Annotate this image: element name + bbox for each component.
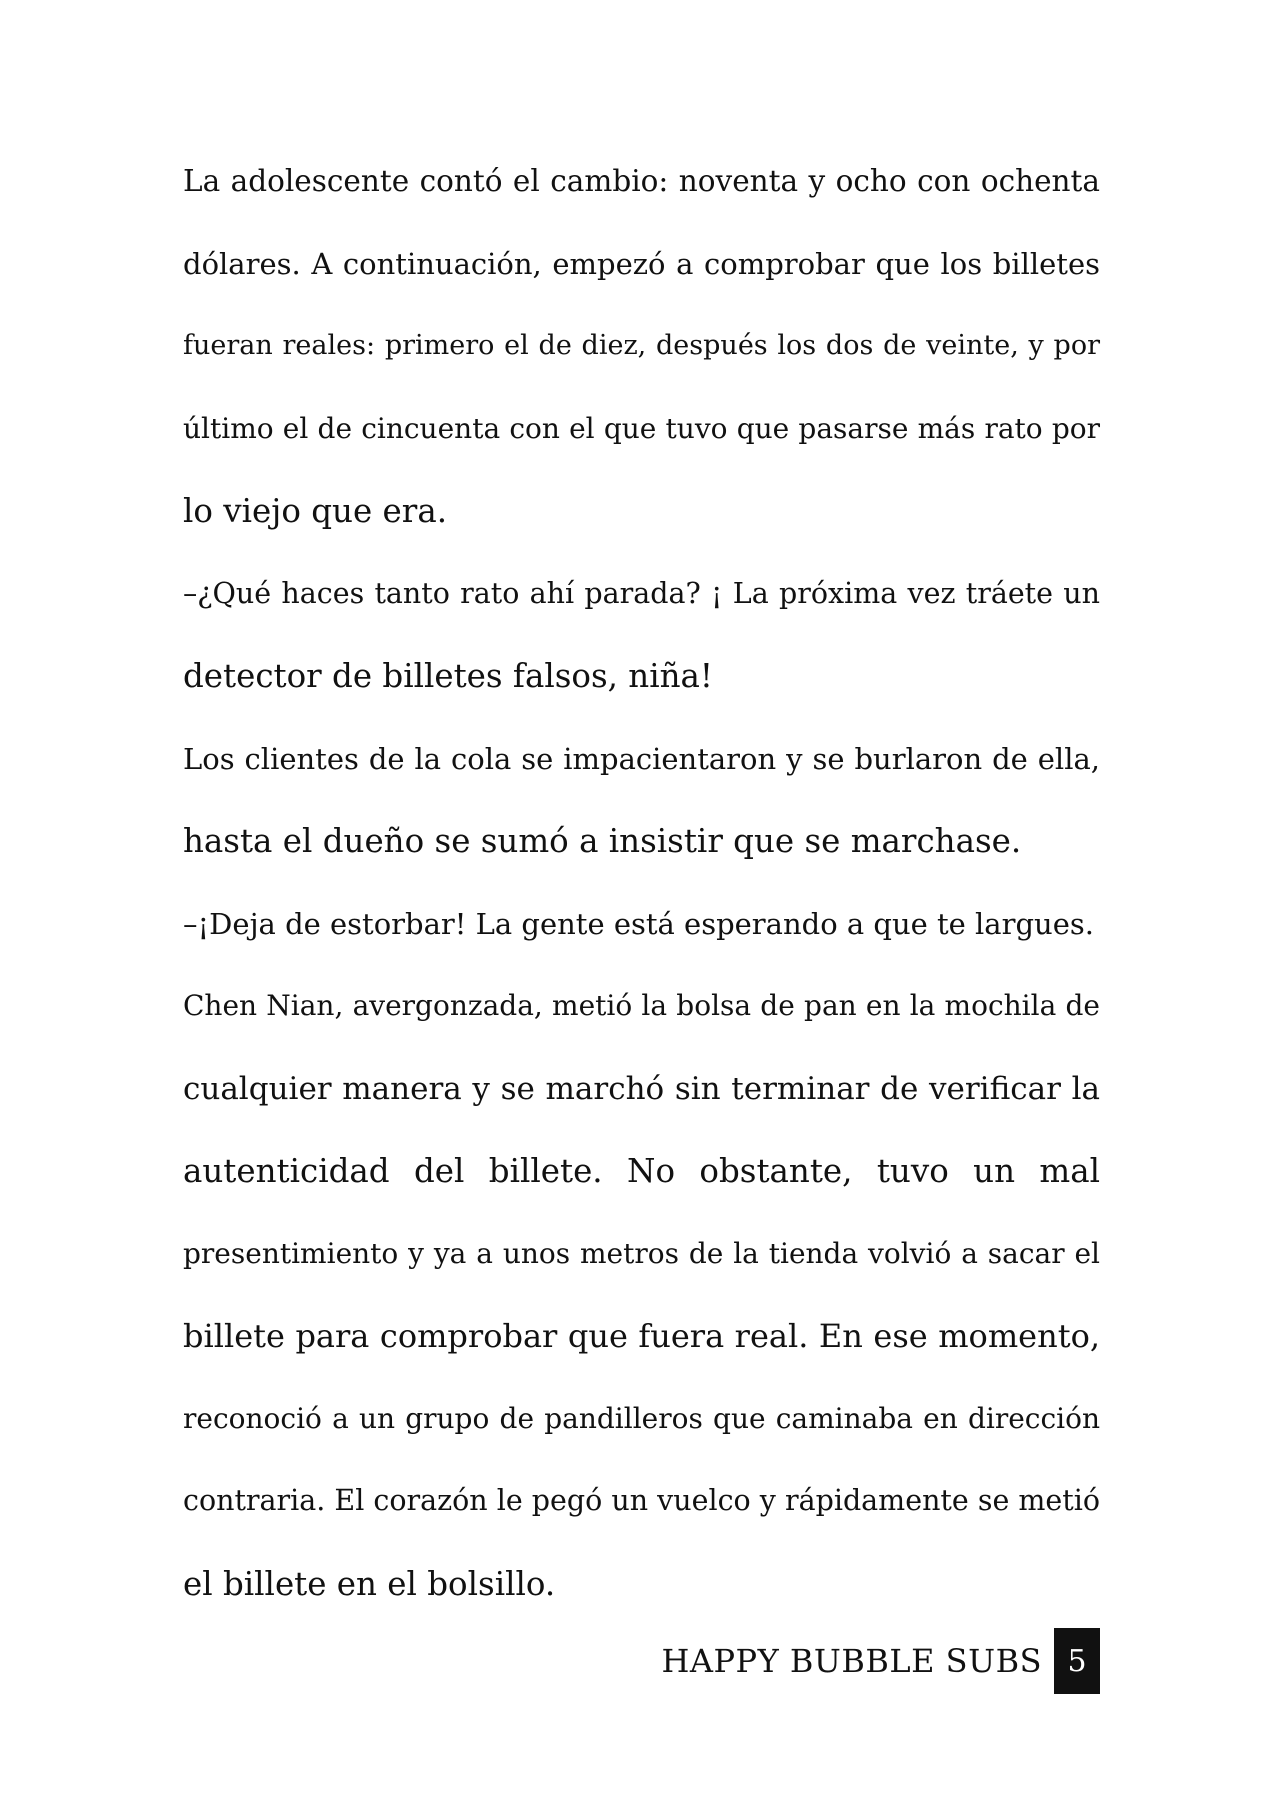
text-line: fueran reales: primero el de diez, después los dos de veinte, y por <box>183 330 1100 361</box>
page-footer <box>662 1628 1101 1694</box>
text-line: autenticidad del billete. No obstante, tuvo un mal <box>183 1152 1100 1190</box>
text-line: contraria. El corazón le pegó un vuelco y rápidamente se metió <box>183 1484 1100 1517</box>
text-line: cualquier manera y se marchó sin terminar de verificar la <box>183 1070 1100 1107</box>
body-text <box>183 140 1100 1625</box>
text-line: La adolescente contó el cambio: noventa y ocho con ochenta <box>183 164 1100 198</box>
dialogue-line: –¡Deja de estorbar! La gente está esperando a que te largues. <box>183 906 1094 941</box>
text-line: hasta el dueño se sumó a insistir que se marchase. <box>183 822 1022 860</box>
text-line: el billete en el bolsillo. <box>183 1564 556 1603</box>
text-line: detector de billetes falsos, niña! <box>183 657 713 695</box>
text-line: reconoció a un grupo de pandilleros que caminaba en dirección <box>183 1401 1100 1435</box>
page-number: 5 <box>1054 1628 1100 1694</box>
dialogue-line: –¿Qué haces tanto rato ahí parada? ¡ La próxima vez tráete un <box>183 576 1100 610</box>
text-line: lo viejo que era. <box>183 492 448 530</box>
text-line: presentimiento y ya a unos metros de la tienda volvió a sacar el <box>183 1236 1100 1270</box>
text-line: dólares. A continuación, empezó a comprobar que los billetes <box>183 246 1100 281</box>
text-line: billete para comprobar que fuera real. En ese momento, <box>183 1317 1100 1355</box>
publisher-name: HAPPY BUBBLE SUBS <box>661 1642 1042 1680</box>
text-line: Chen Nian, avergonzada, metió la bolsa de pan en la mochila de <box>183 989 1100 1022</box>
text-line: Los clientes de la cola se impacientaron y se burlaron de ella, <box>183 741 1100 776</box>
text-line: último el de cincuenta con el que tuvo que pasarse más rato por <box>183 411 1100 445</box>
